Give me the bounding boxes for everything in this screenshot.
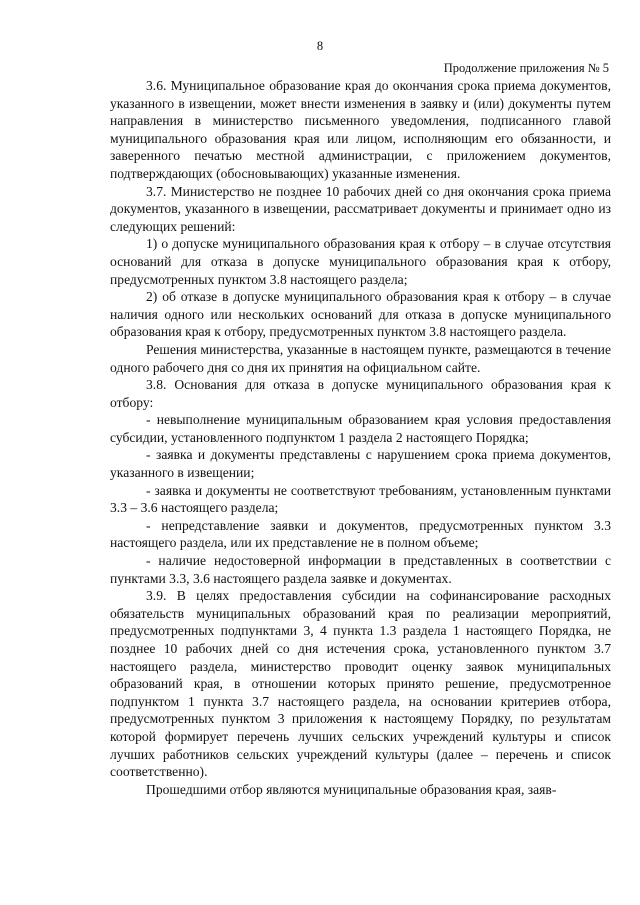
refusal-ground-5: - наличие недостоверной информации в представленных в соответствии с пунктами 3.3, 3.6 настоящего раздела заявке и документах.: [110, 553, 611, 586]
refusal-ground-3: - заявка и документы не соответствуют требованиям, установленным пунктами 3.3 – 3.6 настоящего раздела;: [110, 482, 611, 516]
document-body: [110, 77, 611, 798]
paragraph-3-7-item-2: 2) об отказе в допуске муниципального образования края к отбору – в случае наличия одного или нескольких оснований для отказа в допуске муниципального образования края к отбору, предусмотренных пунктом 3.8 настоящего раздела.: [110, 289, 611, 340]
appendix-continuation-note: Продолжение приложения № 5: [443, 61, 609, 75]
paragraph-3-9: 3.9. В целях предоставления субсидии на софинансирование расходных обязательств муниципальных образований края по реализации мероприятий, предусмотренных подпунктами 3, 4 пункта 1.3 раздела 1 настоящего Порядка, не позднее 10 рабочих дней со дня истечения срока, установленного пунктом 3.7 настоящего раздела, министерство проводит оценку заявок муниципальных образований края, в отношении которых принято решение, предусмотренное подпунктом 1 пункта 3.7 настоящего раздела, на основании критериев отбора, предусмотренных пунктом 3 приложения к настоящему Порядку, по результатам которой формирует перечень лучших сельских учреждений культуры и список лучших работников сельских учреждений культуры (далее – перечень и список соответственно).: [110, 588, 611, 780]
paragraph-decisions-publication: Решения министерства, указанные в настоящем пункте, размещаются в течение одного рабочего дня со дня их принятия на официальном сайте.: [110, 341, 611, 375]
paragraph-3-8: 3.8. Основания для отказа в допуске муниципального образования края к отбору:: [110, 377, 611, 410]
paragraph-selection-result: Прошедшими отбор являются муниципальные образования края, заяв-: [146, 781, 557, 797]
refusal-ground-2: - заявка и документы представлены с нарушением срока приема документов, указанного в извещении;: [110, 447, 611, 481]
paragraph-3-6: 3.6. Муниципальное образование края до окончания срока приема документов, указанного в извещении, может внести изменения в заявку и (или) документы путем направления в министерство письменного уведомления, подписанного главой муниципального образования края или лицом, исполняющим его обязанности, и заверенного печатью местной администрации, с приложением документов, подтверждающих (обосновывающих) указанные изменения.: [110, 78, 611, 181]
paragraph-3-7: 3.7. Министерство не позднее 10 рабочих дней со дня окончания срока приема документов, указанного в извещении, рассматривает документы и принимает одно из следующих решений:: [110, 183, 611, 234]
paragraph-3-7-item-1: 1) о допуске муниципального образования края к отбору – в случае отсутствия оснований для отказа в допуске муниципального образования края к отбору, предусмотренных пунктом 3.8 настоящего раздела;: [110, 236, 611, 287]
page-number: 8: [316, 39, 324, 53]
refusal-ground-1: - невыполнение муниципальным образованием края условия предоставления субсидии, установленного подпунктом 1 раздела 2 настоящего Порядка;: [110, 412, 611, 445]
refusal-ground-4: - непредставление заявки и документов, предусмотренных пунктом 3.3 настоящего раздела, или их представление не в полном объеме;: [110, 517, 611, 551]
